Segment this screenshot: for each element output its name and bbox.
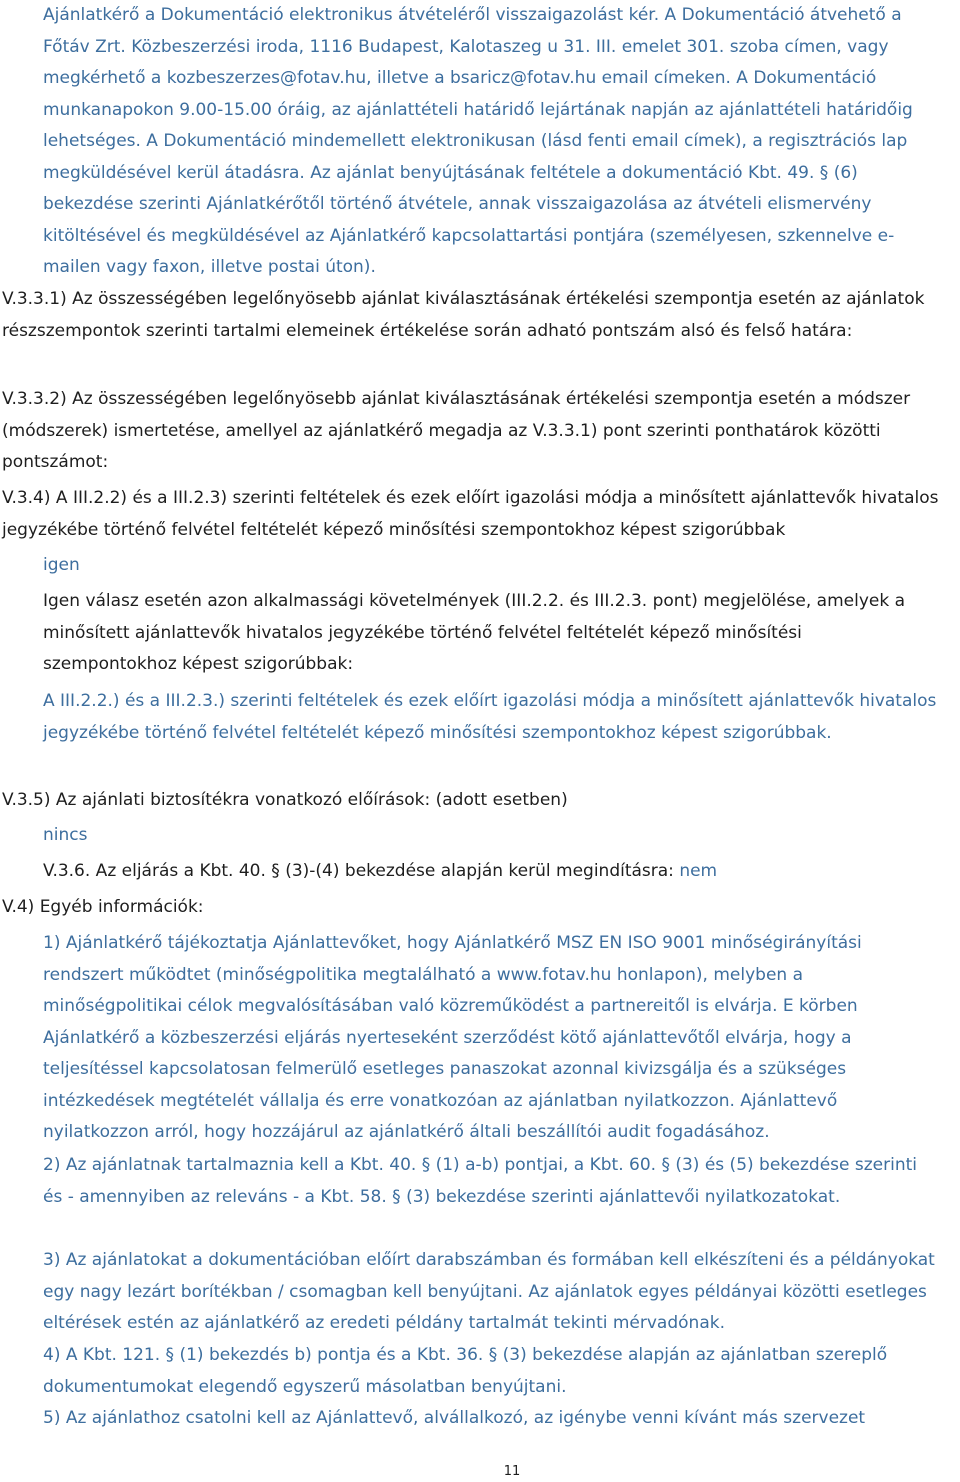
v34-answer-detail: A III.2.2.) és a III.2.3.) szerinti feltételek és ezek előírt igazolási módja a minősített ajánlattevők hivatalos jegyzékébe történő felvétel feltételét képező minősítési szempontokhoz képest szigorúbbak.: [43, 691, 937, 743]
page-number: 11: [503, 1464, 521, 1479]
v34-answer: igen: [43, 555, 80, 575]
info-item: 1) Ajánlatkérő tájékoztatja Ajánlattevőket, hogy Ajánlatkérő MSZ EN ISO 9001 minőségirányítási rendszert működtet (minőségpolitika megtalálható a www.fotav.hu honlapon), melyben a minőségpolitikai célok megvalósításában való közreműködést a partnereitől is elvárja. E körben Ajánlatkérő a közbeszerzési eljárás nyerteseként szerződést kötő ajánlattevőtől elvárja, hogy a teljesítéssel kapcsolatosan felmerülő esetleges panaszokat azonnal kivizsgálja és a szükséges intézkedések megtételét vállalja és erre vonatkozóan az ajánlatban nyilatkozzon. Ajánlattevő nyilatkozzon arról, hogy hozzájárul az ajánlatkérő általi beszállítói audit fogadásához.: [43, 933, 862, 1142]
v36-text: V.3.6. Az eljárás a Kbt. 40. § (3)-(4) bekezdése alapján kerül megindításra:: [43, 861, 680, 881]
section-v332: V.3.3.2) Az összességében legelőnyösebb ajánlat kiválasztásának értékelési szempontja esetén a módszer (módszerek) ismertetése, amellyel az ajánlatkérő megadja az V.3.3.1) pont szerinti ponthatárok közötti pontszámot:: [2, 389, 911, 472]
section-v35: V.3.5) Az ajánlati biztosítékra vonatkozó előírások: (adott esetben): [2, 790, 568, 810]
v36-answer: nem: [679, 861, 718, 881]
documentation-paragraph: Ajánlatkérő a Dokumentáció elektronikus átvételéről visszaigazolást kér. A Dokumentáció átvehető a Főtáv Zrt. Közbeszerzési iroda, 1116 Budapest, Kalotaszeg u 31. III. emelet 301. szoba címen, vagy megkérhető a kozbeszerzes@fotav.hu, illetve a bsaricz@fotav.hu email címeken. A Dokumentáció munkanapokon 9.00-15.00 óráig, az ajánlattételi határidő lejártának napján az ajánlattételi határidőig lehetséges. A Dokumentáció mindemellett elektronikusan (lásd fenti email címek), a regisztrációs lap megküldésével kerül átadásra. Az ajánlat benyújtásának feltétele a dokumentáció Kbt. 49. § (6) bekezdése szerinti Ajánlatkérőtől történő átvétele, annak visszaigazolása az átvételi elismervény kitöltésével és megküldésével az Ajánlatkérő kapcsolattartási pontjára (személyesen, szkennelve e-mailen vagy faxon, illetve postai úton).: [43, 5, 913, 277]
info-item: 5) Az ajánlathoz csatolni kell az Ajánlattevő, alvállalkozó, az igénybe venni kívánt más szervezet: [43, 1408, 866, 1428]
v34-question: Igen válasz esetén azon alkalmassági követelmények (III.2.2. és III.2.3. pont) megjelölése, amelyek a minősített ajánlattevők hivatalos jegyzékébe történő felvétel feltételét képező minősítési szempontokhoz képest szigorúbbak:: [43, 591, 906, 674]
v35-answer: nincs: [43, 825, 88, 845]
section-v4-heading: V.4) Egyéb információk:: [2, 897, 204, 917]
info-item: 2) Az ajánlatnak tartalmaznia kell a Kbt. 40. § (1) a-b) pontjai, a Kbt. 60. § (3) és (5) bekezdése szerinti és - amennyiben az releváns - a Kbt. 58. § (3) bekezdése szerinti ajánlattevői nyilatkozatokat.: [43, 1155, 917, 1207]
info-item: 4) A Kbt. 121. § (1) bekezdés b) pontja és a Kbt. 36. § (3) bekezdése alapján az ajánlatban szereplő dokumentumokat elegendő egyszerű másolatban benyújtani.: [43, 1345, 888, 1397]
section-v34: V.3.4) A III.2.2) és a III.2.3) szerinti feltételek és ezek előírt igazolási módja a minősített ajánlattevők hivatalos jegyzékébe történő felvétel feltételét képező minősítési szempontokhoz képest szigorúbbak: [2, 488, 939, 540]
info-item: 3) Az ajánlatokat a dokumentációban előírt darabszámban és formában kell elkészíteni és a példányokat egy nagy lezárt borítékban / csomagban kell benyújtani. Az ajánlatok egyes példányai közötti esetleges eltérések estén az ajánlatkérő az eredeti példány tartalmát tekinti mérvadónak.: [43, 1250, 935, 1333]
section-v331: V.3.3.1) Az összességében legelőnyösebb ajánlat kiválasztásának értékelési szempontja esetén az ajánlatok részszempontok szerinti tartalmi elemeinek értékelése során adható pontszám alsó és felső határa:: [2, 289, 925, 341]
section-v36: [43, 856, 938, 888]
